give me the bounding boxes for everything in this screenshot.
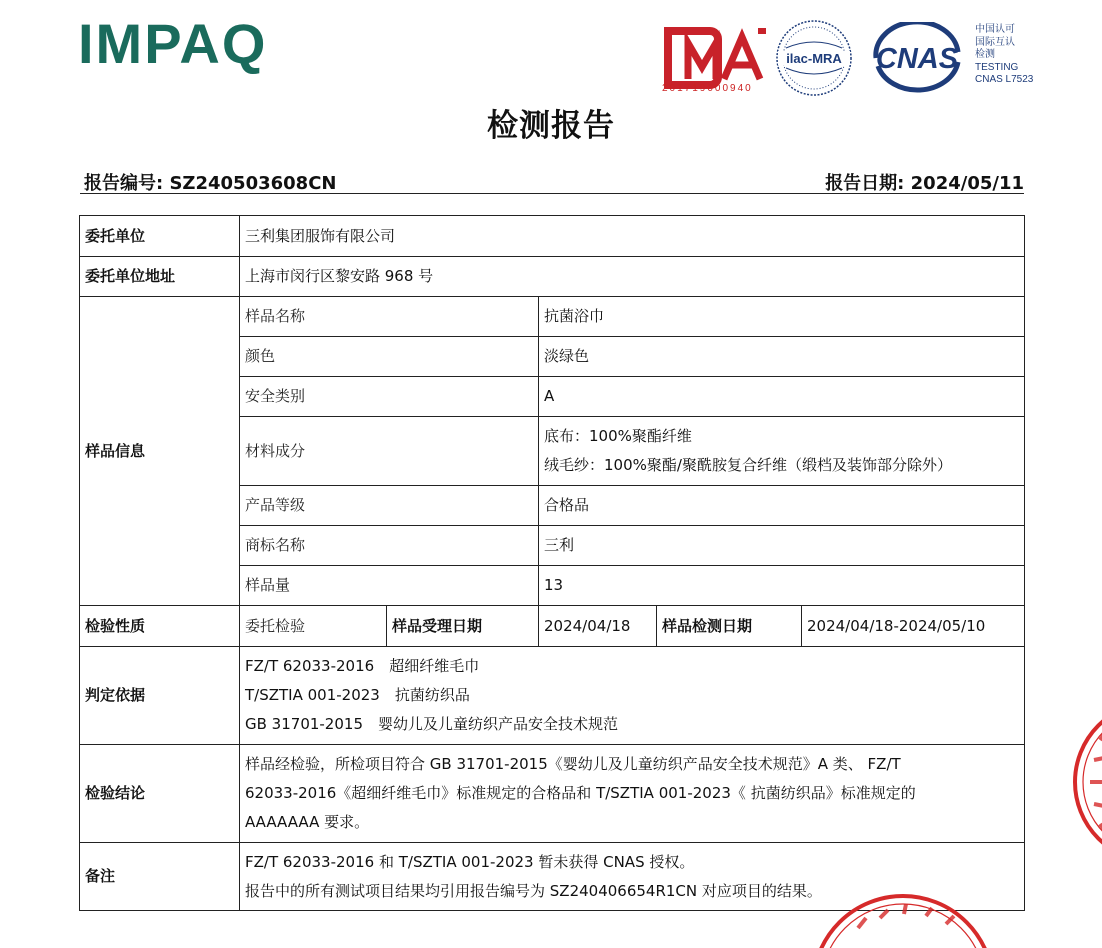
test-date-label: 样品检测日期 bbox=[657, 606, 802, 647]
report-number: 报告编号: SZ240503608CN bbox=[84, 173, 337, 194]
conclusion-line: AAAAAAA 要求。 bbox=[245, 813, 370, 831]
material-line: 绒毛纱：100%聚酯/聚酰胺复合纤维（缎档及装饰部分除外） bbox=[544, 456, 952, 474]
address-value: 上海市闵行区黎安路 968 号 bbox=[240, 257, 1025, 297]
cnas-text-line: CNAS L7523 bbox=[975, 74, 1034, 85]
address-label: 委托单位地址 bbox=[80, 257, 240, 297]
grade-value: 合格品 bbox=[539, 486, 1025, 526]
receive-date-label: 样品受理日期 bbox=[387, 606, 539, 647]
nature-label: 检验性质 bbox=[80, 606, 240, 647]
report-date: 报告日期: 2024/05/11 bbox=[825, 173, 1024, 194]
remark-line: 报告中的所有测试项目结果均引用报告编号为 SZ240406654R1CN 对应项目的结果。 bbox=[245, 881, 822, 900]
safety-category-label: 安全类别 bbox=[240, 377, 539, 417]
nature-value: 委托检验 bbox=[240, 606, 387, 647]
conclusion-label: 检验结论 bbox=[80, 745, 240, 843]
quantity-label: 样品量 bbox=[240, 566, 539, 606]
safety-category-value: A bbox=[539, 377, 1025, 417]
quantity-value: 13 bbox=[539, 566, 1025, 606]
basis-value bbox=[240, 647, 1025, 745]
cnas-accreditation-text bbox=[975, 24, 1033, 87]
remark-label: 备注 bbox=[80, 843, 240, 911]
trademark-label: 商标名称 bbox=[240, 526, 539, 566]
brand-logo bbox=[78, 14, 267, 74]
conclusion-line: 样品经检验，所检项目符合 GB 31701-2015《婴幼儿及儿童纺织产品安全技术规范》A 类、 FZ/T bbox=[245, 755, 901, 773]
red-stamp-right bbox=[1060, 700, 1102, 860]
basis-line: FZ/T 62033-2016 超细纤维毛巾 bbox=[245, 657, 480, 675]
cnas-text-line: 检测 bbox=[975, 49, 995, 60]
basis-line: GB 31701-2015 婴幼儿及儿童纺织产品安全技术规范 bbox=[245, 715, 618, 733]
ilac-label: ilac-MRA bbox=[786, 51, 842, 66]
cma-number: 201719000940 bbox=[662, 83, 753, 94]
client-value: 三利集团服饰有限公司 bbox=[240, 216, 1025, 257]
remark-line: FZ/T 62033-2016 和 T/SZTIA 001-2023 暂未获得 CNAS 授权。 bbox=[245, 852, 695, 871]
receive-date-value: 2024/04/18 bbox=[539, 606, 657, 647]
sample-name-label: 样品名称 bbox=[240, 297, 539, 337]
grade-label: 产品等级 bbox=[240, 486, 539, 526]
sample-info-label: 样品信息 bbox=[80, 297, 240, 606]
material-line: 底布：100%聚酯纤维 bbox=[544, 427, 692, 445]
ilac-mra-seal bbox=[774, 18, 854, 98]
header-divider bbox=[80, 193, 1024, 194]
basis-label: 判定依据 bbox=[80, 647, 240, 745]
red-stamp-bottom bbox=[818, 888, 988, 948]
material-value bbox=[539, 417, 1025, 486]
page-title: 检测报告 bbox=[487, 108, 615, 144]
conclusion-line: 62033-2016《超细纤维毛巾》标准规定的合格品和 T/SZTIA 001-2023《 抗菌纺织品》标准规定的 bbox=[245, 784, 916, 802]
cnas-seal bbox=[868, 22, 966, 96]
cnas-text-line: 中国认可 bbox=[975, 24, 1015, 35]
conclusion-value bbox=[240, 745, 1025, 843]
color-value: 淡绿色 bbox=[539, 337, 1025, 377]
report-table bbox=[79, 215, 1025, 911]
client-label: 委托单位 bbox=[80, 216, 240, 257]
material-label: 材料成分 bbox=[240, 417, 539, 486]
brand-logo-text: IMPAQ bbox=[78, 12, 268, 75]
test-date-value: 2024/04/18-2024/05/10 bbox=[802, 606, 1025, 647]
cnas-text-line: TESTING bbox=[975, 61, 1019, 73]
cnas-text-line: 国际互认 bbox=[975, 36, 1015, 48]
basis-line: T/SZTIA 001-2023 抗菌纺织品 bbox=[245, 686, 470, 704]
trademark-value: 三利 bbox=[539, 526, 1025, 566]
sample-name-value: 抗菌浴巾 bbox=[539, 297, 1025, 337]
cnas-label: CNAS bbox=[875, 43, 959, 75]
color-label: 颜色 bbox=[240, 337, 539, 377]
